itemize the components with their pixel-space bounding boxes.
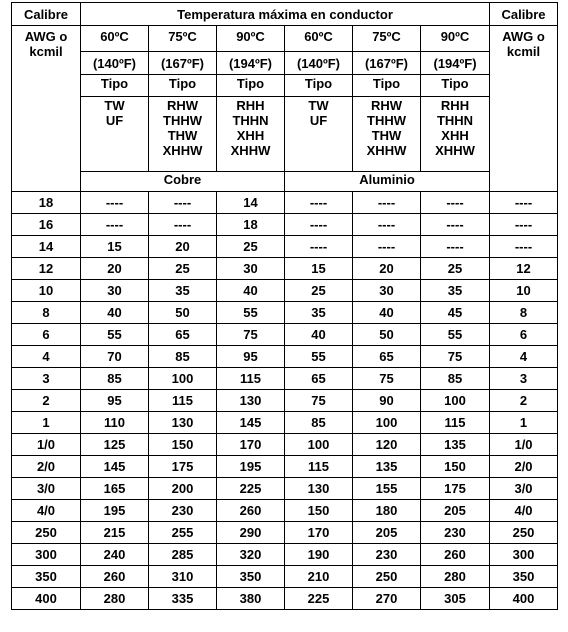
cobre-60-cell: 215 <box>81 522 149 544</box>
aluminio-60-cell: 75 <box>285 390 353 412</box>
insulation-type: RHW <box>166 98 199 113</box>
calibre-cell: 4/0 <box>490 500 558 522</box>
cobre-60-cell: 165 <box>81 478 149 500</box>
tipo-label: Tipo <box>421 75 490 97</box>
table-row <box>12 544 558 566</box>
aluminio-60-cell: 40 <box>285 324 353 346</box>
calibre-cell: 300 <box>12 544 81 566</box>
aluminio-60-cell: 55 <box>285 346 353 368</box>
calibre-cell: 18 <box>12 192 81 214</box>
cobre-75-cell: 50 <box>149 302 217 324</box>
calibre-cell: ---- <box>490 192 558 214</box>
table-row <box>12 236 558 258</box>
aluminio-60-cell: 15 <box>285 258 353 280</box>
table-row <box>12 390 558 412</box>
cobre-90-cell: 14 <box>217 192 285 214</box>
temp-f-cell: (167ºF) <box>353 52 421 75</box>
kcmil-label: kcmil <box>506 44 541 59</box>
cobre-90-cell: 95 <box>217 346 285 368</box>
aluminio-90-cell: ---- <box>421 236 490 258</box>
calibre-cell: 4/0 <box>12 500 81 522</box>
insulation-type: XHHW <box>366 143 407 158</box>
aluminio-90-cell: 135 <box>421 434 490 456</box>
calibre-cell: 4 <box>12 346 81 368</box>
cobre-90-cell: 290 <box>217 522 285 544</box>
calibre-cell: 2/0 <box>490 456 558 478</box>
cobre-90-cell: 18 <box>217 214 285 236</box>
cobre-60-cell: 145 <box>81 456 149 478</box>
aluminio-60-cell: 210 <box>285 566 353 588</box>
insulation-types-cell <box>217 97 285 172</box>
insulation-type: THW <box>167 128 198 143</box>
cobre-90-cell: 25 <box>217 236 285 258</box>
cobre-90-cell: 260 <box>217 500 285 522</box>
aluminio-75-cell: 90 <box>353 390 421 412</box>
calibre-cell: 4 <box>490 346 558 368</box>
awg-label: AWG o <box>24 29 68 44</box>
cobre-75-cell: 150 <box>149 434 217 456</box>
calibre-cell: 3/0 <box>12 478 81 500</box>
cobre-75-cell: 335 <box>149 588 217 610</box>
aluminio-90-cell: 85 <box>421 368 490 390</box>
aluminio-60-cell: 35 <box>285 302 353 324</box>
awg-label: AWG o <box>502 29 545 44</box>
calibre-cell: 300 <box>490 544 558 566</box>
insulation-type: UF <box>309 113 328 128</box>
aluminio-75-cell: 30 <box>353 280 421 302</box>
aluminio-60-cell: 85 <box>285 412 353 434</box>
aluminio-75-cell: 250 <box>353 566 421 588</box>
awg-kcmil-header-left <box>12 26 81 192</box>
aluminio-60-cell: 65 <box>285 368 353 390</box>
cobre-90-cell: 75 <box>217 324 285 346</box>
cobre-75-cell: 285 <box>149 544 217 566</box>
cobre-60-cell: ---- <box>81 192 149 214</box>
table-row <box>12 588 558 610</box>
aluminio-90-cell: ---- <box>421 192 490 214</box>
kcmil-label: kcmil <box>29 44 63 59</box>
insulation-type: XHHW <box>435 143 475 158</box>
aluminio-75-cell: 205 <box>353 522 421 544</box>
calibre-cell: 6 <box>12 324 81 346</box>
cobre-90-cell: 380 <box>217 588 285 610</box>
aluminio-90-cell: 75 <box>421 346 490 368</box>
aluminio-60-cell: 130 <box>285 478 353 500</box>
insulation-types-cell <box>353 97 421 172</box>
cobre-60-cell: 85 <box>81 368 149 390</box>
cobre-60-cell: 195 <box>81 500 149 522</box>
table-row <box>12 434 558 456</box>
insulation-type: XHH <box>236 128 265 143</box>
cobre-60-cell: 30 <box>81 280 149 302</box>
insulation-type: RHH <box>440 98 470 113</box>
table-row <box>12 500 558 522</box>
temp-f-cell: (140ºF) <box>285 52 353 75</box>
cobre-60-cell: 280 <box>81 588 149 610</box>
temp-c-cell: 60ºC <box>81 26 149 52</box>
calibre-cell: 16 <box>12 214 81 236</box>
temp-f-cell: (194ºF) <box>421 52 490 75</box>
insulation-type: TW <box>104 98 125 113</box>
cobre-60-cell: 240 <box>81 544 149 566</box>
aluminio-60-cell: 170 <box>285 522 353 544</box>
aluminio-90-cell: 175 <box>421 478 490 500</box>
ampacity-table <box>11 2 558 610</box>
cobre-60-cell: 40 <box>81 302 149 324</box>
insulation-type: XHHW <box>230 143 271 158</box>
aluminio-60-cell: 225 <box>285 588 353 610</box>
calibre-header-left: Calibre <box>12 3 81 26</box>
aluminio-90-cell: 45 <box>421 302 490 324</box>
insulation-types-cell <box>421 97 490 172</box>
calibre-cell: 400 <box>12 588 81 610</box>
cobre-90-cell: 115 <box>217 368 285 390</box>
calibre-cell: 3 <box>490 368 558 390</box>
calibre-cell: 14 <box>12 236 81 258</box>
cobre-60-cell: 125 <box>81 434 149 456</box>
aluminio-90-cell: 100 <box>421 390 490 412</box>
table-row <box>12 412 558 434</box>
cobre-60-cell: 20 <box>81 258 149 280</box>
aluminio-75-cell: ---- <box>353 214 421 236</box>
table-row <box>12 368 558 390</box>
insulation-type: UF <box>105 113 124 128</box>
aluminio-60-cell: ---- <box>285 236 353 258</box>
aluminio-90-cell: 205 <box>421 500 490 522</box>
calibre-cell: 8 <box>490 302 558 324</box>
table-row <box>12 280 558 302</box>
cobre-60-cell: 55 <box>81 324 149 346</box>
calibre-cell: 12 <box>12 258 81 280</box>
calibre-cell: 1 <box>12 412 81 434</box>
table-row <box>12 456 558 478</box>
cobre-75-cell: 25 <box>149 258 217 280</box>
calibre-cell: 350 <box>12 566 81 588</box>
cobre-90-cell: 40 <box>217 280 285 302</box>
insulation-types-cell <box>149 97 217 172</box>
cobre-60-cell: 15 <box>81 236 149 258</box>
temp-c-cell: 90ºC <box>217 26 285 52</box>
cobre-75-cell: 175 <box>149 456 217 478</box>
table-row <box>12 478 558 500</box>
cobre-75-cell: 100 <box>149 368 217 390</box>
cobre-75-cell: 200 <box>149 478 217 500</box>
calibre-cell: 6 <box>490 324 558 346</box>
awg-kcmil-header-right <box>490 26 558 192</box>
cobre-90-cell: 130 <box>217 390 285 412</box>
cobre-60-cell: 260 <box>81 566 149 588</box>
aluminio-75-cell: ---- <box>353 192 421 214</box>
insulation-type: TW <box>308 98 329 113</box>
cobre-60-cell: 70 <box>81 346 149 368</box>
table-row <box>12 346 558 368</box>
temperature-header: Temperatura máxima en conductor <box>81 3 490 26</box>
insulation-type: THW <box>371 128 402 143</box>
calibre-cell: 1 <box>490 412 558 434</box>
cobre-75-cell: 85 <box>149 346 217 368</box>
table-row <box>12 258 558 280</box>
aluminio-75-cell: 120 <box>353 434 421 456</box>
cobre-60-cell: 95 <box>81 390 149 412</box>
aluminio-75-cell: 20 <box>353 258 421 280</box>
insulation-type: THHN <box>232 113 269 128</box>
aluminio-75-cell: 155 <box>353 478 421 500</box>
tipo-label: Tipo <box>149 75 217 97</box>
table-row <box>12 214 558 236</box>
temp-f-cell: (194ºF) <box>217 52 285 75</box>
calibre-cell: ---- <box>490 236 558 258</box>
calibre-cell: ---- <box>490 214 558 236</box>
cobre-60-cell: ---- <box>81 214 149 236</box>
calibre-cell: 8 <box>12 302 81 324</box>
insulation-type: RHH <box>236 98 265 113</box>
aluminio-90-cell: 35 <box>421 280 490 302</box>
material-aluminio: Aluminio <box>285 172 490 192</box>
aluminio-75-cell: 270 <box>353 588 421 610</box>
ampacity-data <box>12 192 558 610</box>
calibre-cell: 1/0 <box>490 434 558 456</box>
table-row <box>12 522 558 544</box>
aluminio-75-cell: 50 <box>353 324 421 346</box>
material-cobre: Cobre <box>81 172 285 192</box>
aluminio-60-cell: 115 <box>285 456 353 478</box>
cobre-90-cell: 320 <box>217 544 285 566</box>
ampacity-table-container <box>11 2 557 610</box>
aluminio-90-cell: 305 <box>421 588 490 610</box>
insulation-type: THHW <box>163 113 202 128</box>
temp-c-cell: 75ºC <box>353 26 421 52</box>
aluminio-90-cell: 260 <box>421 544 490 566</box>
calibre-cell: 12 <box>490 258 558 280</box>
aluminio-60-cell: ---- <box>285 214 353 236</box>
tipo-label: Tipo <box>285 75 353 97</box>
calibre-cell: 3 <box>12 368 81 390</box>
cobre-90-cell: 225 <box>217 478 285 500</box>
calibre-header-right: Calibre <box>490 3 558 26</box>
temp-c-cell: 75ºC <box>149 26 217 52</box>
aluminio-75-cell: 135 <box>353 456 421 478</box>
aluminio-60-cell: 190 <box>285 544 353 566</box>
calibre-cell: 10 <box>490 280 558 302</box>
cobre-75-cell: 230 <box>149 500 217 522</box>
aluminio-75-cell: 65 <box>353 346 421 368</box>
cobre-75-cell: 255 <box>149 522 217 544</box>
insulation-type: XHHW <box>162 143 203 158</box>
temp-f-cell: (167ºF) <box>149 52 217 75</box>
table-row <box>12 302 558 324</box>
tipo-label: Tipo <box>81 75 149 97</box>
temp-c-cell: 60ºC <box>285 26 353 52</box>
tipo-label: Tipo <box>217 75 285 97</box>
tipo-label: Tipo <box>353 75 421 97</box>
insulation-type: THHW <box>367 113 406 128</box>
calibre-cell: 2 <box>490 390 558 412</box>
insulation-types-cell <box>81 97 149 172</box>
aluminio-60-cell: 25 <box>285 280 353 302</box>
aluminio-75-cell: 40 <box>353 302 421 324</box>
insulation-type: RHW <box>370 98 403 113</box>
calibre-cell: 250 <box>12 522 81 544</box>
calibre-cell: 2 <box>12 390 81 412</box>
table-row <box>12 192 558 214</box>
aluminio-90-cell: 280 <box>421 566 490 588</box>
cobre-75-cell: 115 <box>149 390 217 412</box>
temp-f-cell: (140ºF) <box>81 52 149 75</box>
cobre-75-cell: 310 <box>149 566 217 588</box>
aluminio-75-cell: 180 <box>353 500 421 522</box>
cobre-60-cell: 110 <box>81 412 149 434</box>
cobre-90-cell: 195 <box>217 456 285 478</box>
insulation-type: XHH <box>441 128 469 143</box>
aluminio-75-cell: 75 <box>353 368 421 390</box>
calibre-cell: 1/0 <box>12 434 81 456</box>
aluminio-75-cell: ---- <box>353 236 421 258</box>
aluminio-90-cell: 150 <box>421 456 490 478</box>
aluminio-60-cell: 100 <box>285 434 353 456</box>
cobre-90-cell: 145 <box>217 412 285 434</box>
aluminio-90-cell: 25 <box>421 258 490 280</box>
calibre-cell: 3/0 <box>490 478 558 500</box>
cobre-75-cell: ---- <box>149 192 217 214</box>
temp-c-cell: 90ºC <box>421 26 490 52</box>
aluminio-60-cell: 150 <box>285 500 353 522</box>
aluminio-75-cell: 100 <box>353 412 421 434</box>
calibre-cell: 2/0 <box>12 456 81 478</box>
table-row <box>12 324 558 346</box>
calibre-cell: 350 <box>490 566 558 588</box>
insulation-types-cell <box>285 97 353 172</box>
table-row <box>12 566 558 588</box>
calibre-cell: 250 <box>490 522 558 544</box>
aluminio-60-cell: ---- <box>285 192 353 214</box>
aluminio-90-cell: ---- <box>421 214 490 236</box>
calibre-cell: 400 <box>490 588 558 610</box>
aluminio-90-cell: 55 <box>421 324 490 346</box>
aluminio-90-cell: 230 <box>421 522 490 544</box>
cobre-75-cell: 65 <box>149 324 217 346</box>
insulation-type: THHN <box>436 113 474 128</box>
cobre-90-cell: 170 <box>217 434 285 456</box>
aluminio-90-cell: 115 <box>421 412 490 434</box>
cobre-90-cell: 30 <box>217 258 285 280</box>
cobre-90-cell: 55 <box>217 302 285 324</box>
cobre-75-cell: 20 <box>149 236 217 258</box>
cobre-75-cell: 130 <box>149 412 217 434</box>
cobre-75-cell: 35 <box>149 280 217 302</box>
cobre-75-cell: ---- <box>149 214 217 236</box>
cobre-90-cell: 350 <box>217 566 285 588</box>
aluminio-75-cell: 230 <box>353 544 421 566</box>
calibre-cell: 10 <box>12 280 81 302</box>
